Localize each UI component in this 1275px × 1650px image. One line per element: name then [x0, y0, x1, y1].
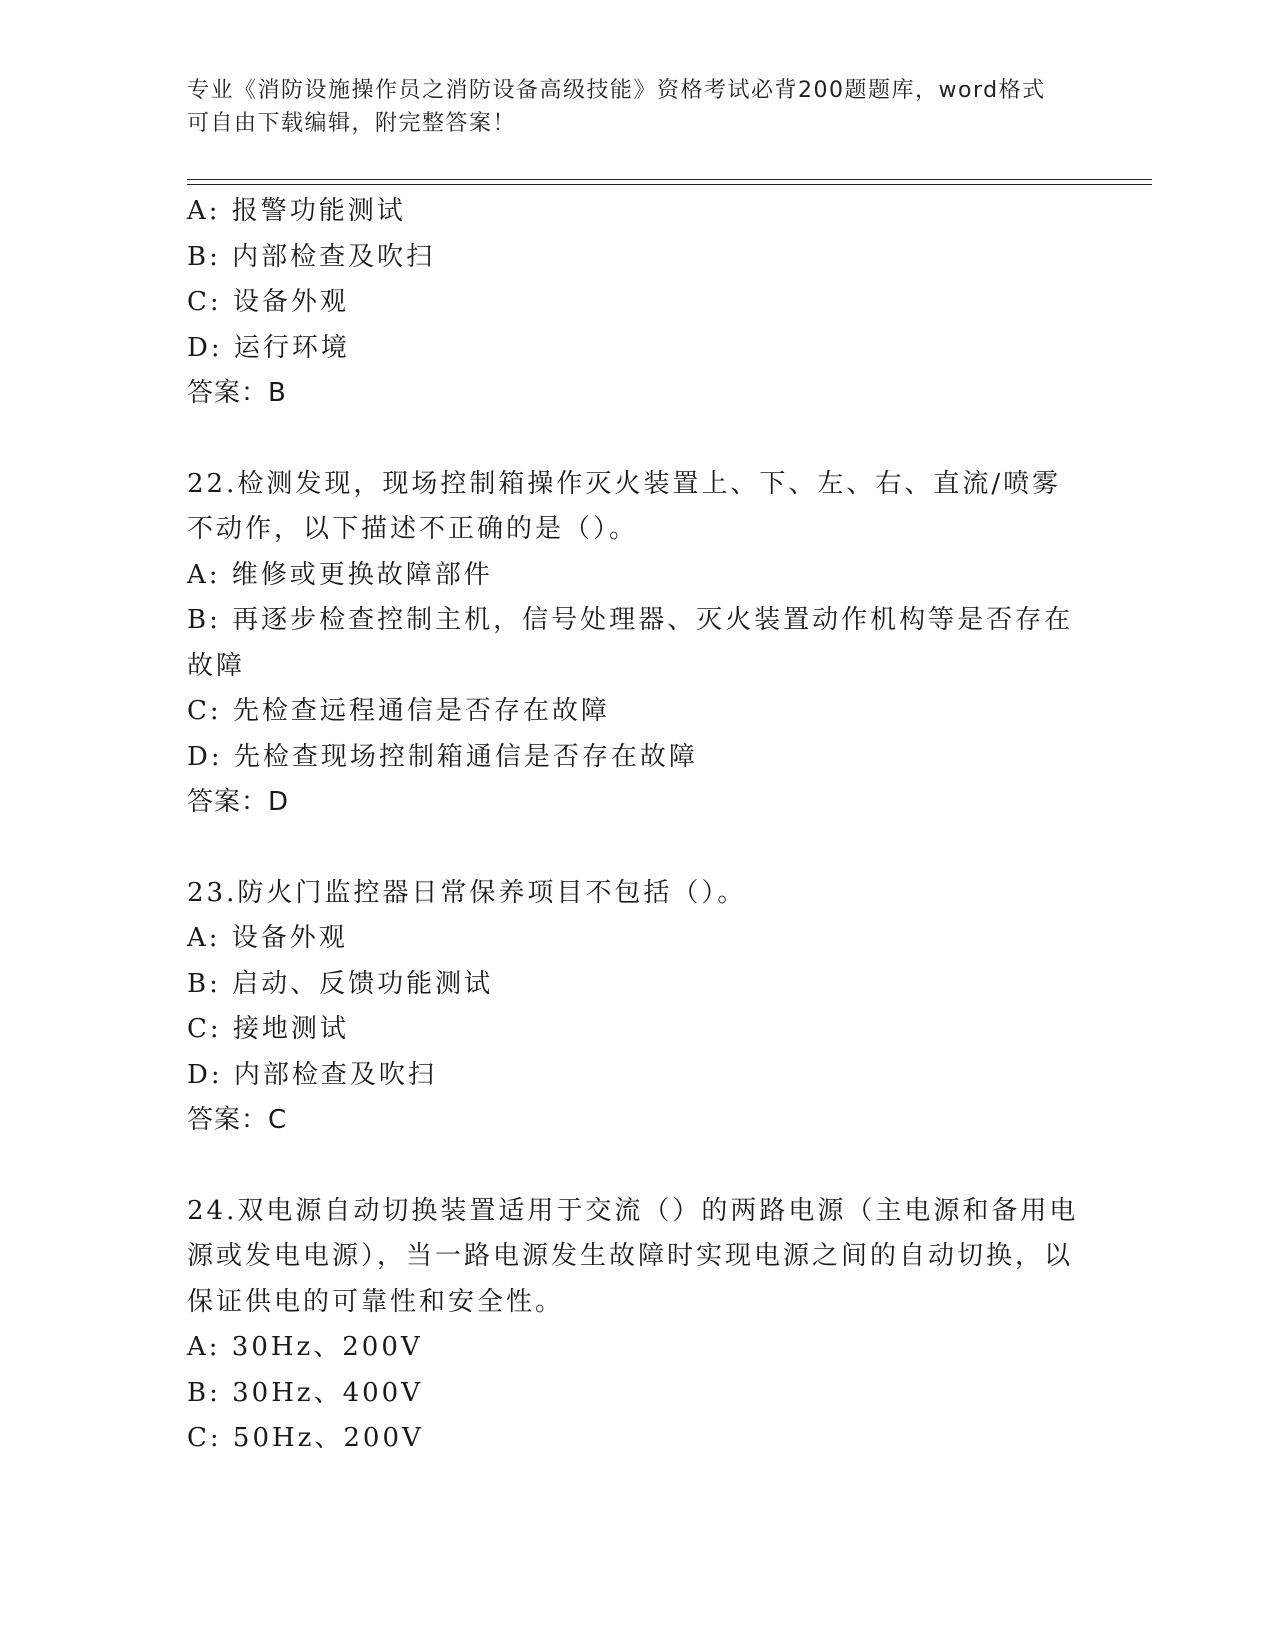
option-b: B: 启动、反馈功能测试 — [187, 968, 494, 999]
question-23 — [187, 871, 1087, 1144]
document-header — [187, 74, 1067, 140]
option-d: D: 运行环境 — [187, 332, 350, 363]
header-text: 专业《消防设施操作员之消防设备高级技能》资格考试必背200题题库，word格式可自由下载编辑，附完整答案！ — [187, 78, 1046, 136]
option-b: B: 再逐步检查控制主机，信号处理器、灭火装置动作机构等是否存在故障 — [187, 605, 1074, 681]
option-a: A: 30Hz、200V — [187, 1332, 423, 1362]
option-c: C: 接地测试 — [187, 1014, 349, 1044]
question-24 — [187, 1189, 1087, 1462]
header-rule-top — [187, 179, 1152, 180]
option-b: B: 30Hz、400V — [187, 1377, 423, 1408]
answer: 答案：D — [187, 787, 290, 817]
answer: 答案：B — [187, 378, 287, 408]
option-a: A: 设备外观 — [187, 923, 348, 953]
option-d: D: 先检查现场控制箱通信是否存在故障 — [187, 741, 698, 772]
answer: 答案：C — [187, 1105, 288, 1135]
option-d: D: 内部检查及吹扫 — [187, 1059, 437, 1090]
question-21-continued — [187, 189, 1087, 417]
option-c: C: 先检查远程通信是否存在故障 — [187, 696, 610, 726]
question-stem: 24.双电源自动切换装置适用于交流（）的两路电源（主电源和备用电源或发电电源），当一路电源发生故障时实现电源之间的自动切换，以保证供电的可靠性和安全性。 — [187, 1195, 1079, 1317]
option-b: B: 内部检查及吹扫 — [187, 241, 436, 272]
option-a: A: 报警功能测试 — [187, 196, 406, 226]
option-c: C: 设备外观 — [187, 287, 349, 317]
question-content — [187, 189, 1087, 1462]
option-a: A: 维修或更换故障部件 — [187, 559, 493, 590]
option-c: C: 50Hz、200V — [187, 1423, 424, 1453]
header-rule-bottom — [187, 184, 1152, 185]
question-stem: 23.防火门监控器日常保养项目不包括（）。 — [187, 877, 747, 908]
question-22 — [187, 462, 1087, 826]
question-stem: 22.检测发现，现场控制箱操作灭火装置上、下、左、右、直流/喷雾不动作，以下描述不正确的是（）。 — [187, 468, 1062, 544]
